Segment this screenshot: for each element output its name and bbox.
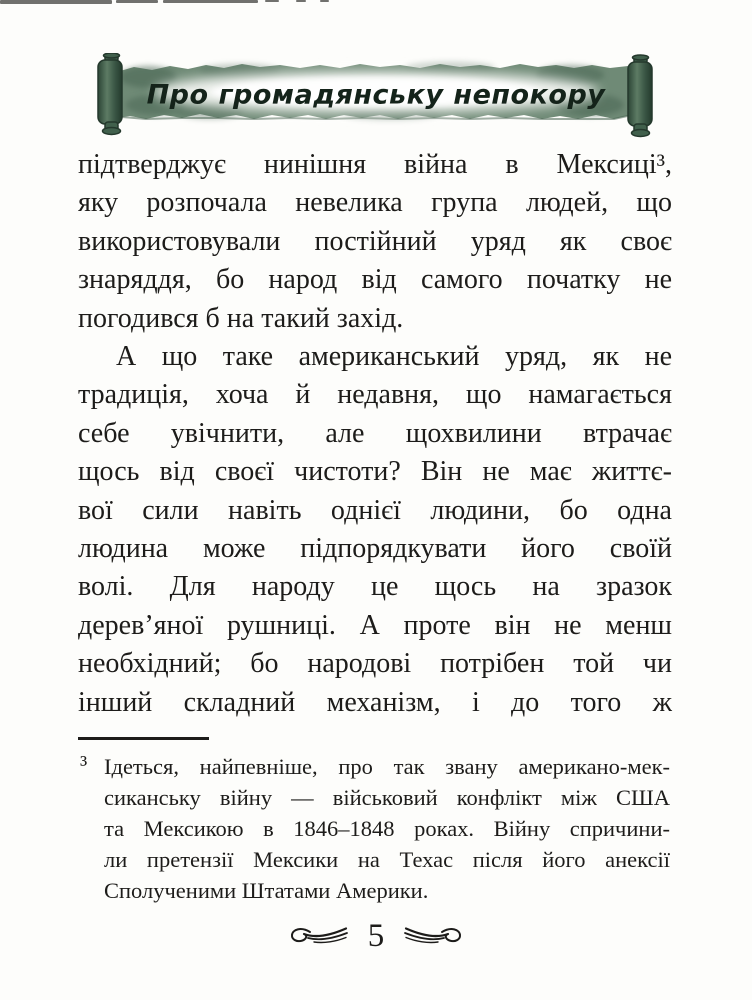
text-line: А що таке американський уряд, як не: [116, 341, 672, 373]
text-line: щось від своєї чистоти? Він не має життє-: [78, 456, 672, 488]
text-line: необхідний; бо народові потрібен той чи: [78, 648, 672, 680]
text-line: традиція, хоча й недавня, що намагається: [78, 379, 672, 411]
text-line: підтверджує нинішня війна в Мексиці³,: [78, 149, 672, 180]
scan-artifact-segment: [0, 0, 112, 4]
wave-flourish-left-icon: [288, 923, 350, 949]
scan-artifact-segment: [296, 0, 306, 2]
text-line: яку розпочала невелика група людей, що: [78, 187, 672, 219]
chapter-title: Про громадянську непокору: [146, 79, 606, 111]
text-line: волі. Для народу це щось на зразок: [78, 571, 672, 603]
scan-artifact-segment: [163, 0, 258, 3]
footnote: [78, 751, 670, 906]
scan-artifact-segment: [116, 0, 158, 3]
scan-artifact: [0, 0, 752, 6]
scan-artifact-segment: [265, 0, 279, 2]
text-line: ли претензії Мексики на Техас після його анексії: [104, 847, 670, 872]
page-text: [78, 146, 672, 722]
page-footer: [0, 912, 752, 960]
text-line: людина може підпорядкувати його своїй: [78, 533, 672, 565]
text-line: погодився б на такий захід.: [78, 302, 404, 334]
text-line: себе увічнити, але щохвилини втрачає: [78, 417, 672, 449]
footnote-marker: ³: [80, 752, 88, 778]
chapter-banner: [90, 53, 662, 141]
text-line: дерев’яної рушниці. А проте він не менш: [78, 609, 672, 641]
text-line: використовували постійний уряд як своє: [78, 225, 672, 257]
text-line: сиканську війну — військовий конфлікт між США: [104, 785, 670, 810]
text-line: та Мексикою в 1846–1848 роках. Війну спричини-: [104, 816, 670, 841]
text-line: знаряддя, бо народ від самого початку не: [78, 264, 672, 296]
wave-flourish-right-icon: [402, 923, 464, 949]
text-line: Ідеться, найпевніше, про так звану американо-мек-: [104, 754, 670, 779]
text-line: Сполученими Штатами Америки.: [104, 878, 429, 903]
page-number: 5: [367, 917, 385, 954]
text-line: інший складний механізм, і до того ж: [78, 686, 672, 718]
footnote-separator: [78, 737, 209, 740]
scan-artifact-segment: [320, 0, 329, 2]
footnote-text: [78, 751, 670, 906]
text-line: вої сили навіть однієї людини, бо одна: [78, 494, 672, 526]
scroll-left-roller: [98, 53, 122, 135]
